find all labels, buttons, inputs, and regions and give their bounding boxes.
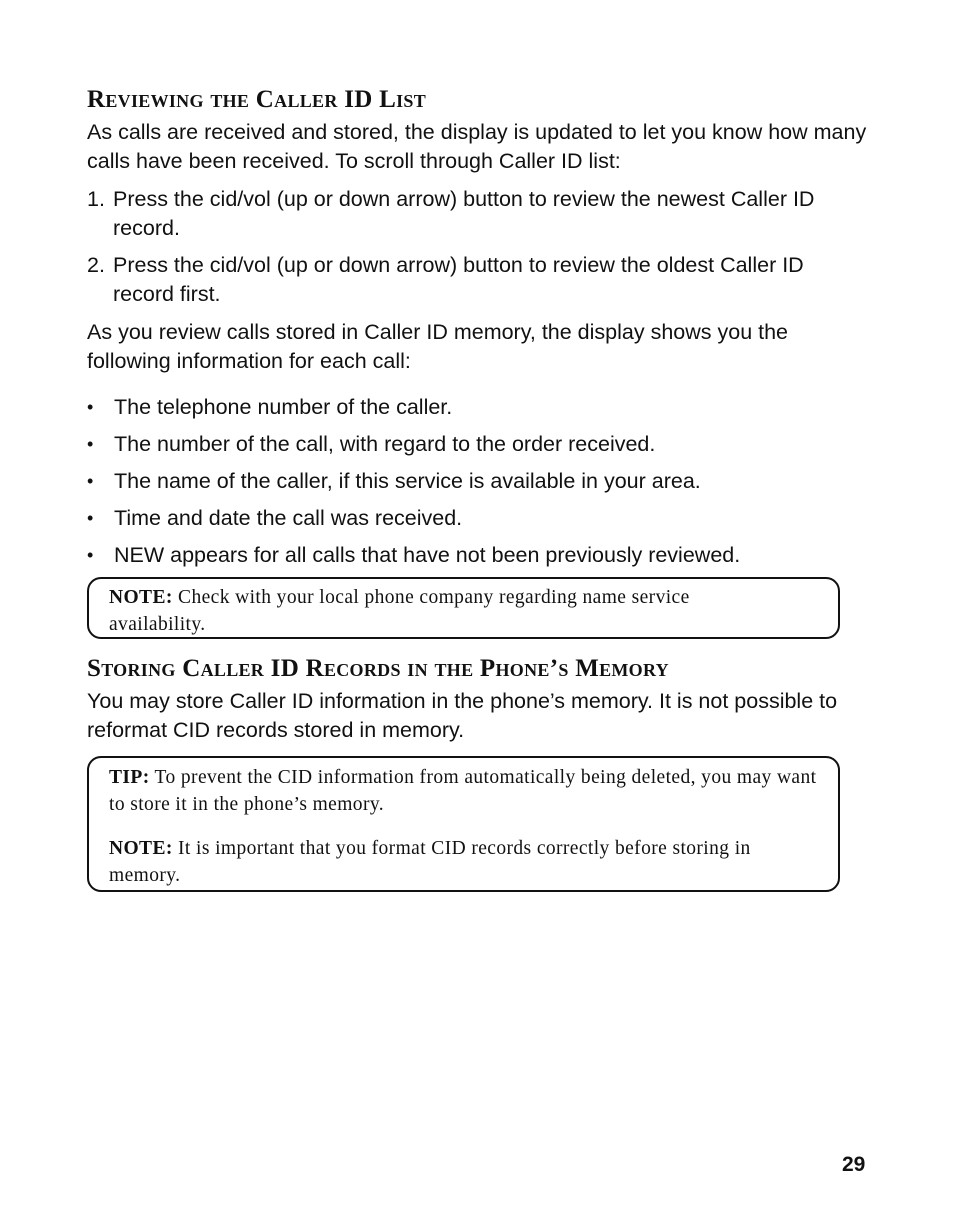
note-body: Check with your local phone company regarding name service availability.: [109, 587, 690, 635]
step-text: Press the cid/vol (up or down arrow) button to review the oldest Caller ID record first.: [113, 253, 804, 306]
list-item: [87, 504, 867, 533]
page-number: 29: [842, 1153, 866, 1176]
bullet-icon: •: [87, 434, 94, 454]
list-item: [87, 467, 867, 496]
section-heading-reviewing: Reviewing the Caller ID List: [87, 86, 427, 113]
storing-intro: You may store Caller ID information in the phone’s memory. It is not possible to reformat CID records stored in memory.: [87, 689, 838, 742]
note-label: NOTE:: [109, 587, 173, 608]
bullet-text: The telephone number of the caller.: [114, 395, 453, 419]
bullet-icon: •: [87, 508, 94, 528]
bullet-text: The name of the caller, if this service is available in your area.: [114, 469, 701, 493]
section-reviewing: [87, 86, 867, 570]
note-label: NOTE:: [109, 838, 173, 859]
steps-list: [87, 185, 867, 309]
info-bullets: [87, 393, 867, 570]
bullet-icon: •: [87, 471, 94, 491]
list-item: [87, 393, 867, 422]
bullet-text: The number of the call, with regard to the order received.: [114, 432, 656, 456]
section-storing: [87, 655, 867, 745]
list-item: [87, 541, 867, 570]
note-body: It is important that you format CID records correctly before storing in memory.: [109, 838, 751, 886]
step-number: 2.: [87, 253, 105, 277]
step-item: [87, 251, 867, 309]
note-text: [109, 584, 769, 638]
note-box-name-service: [87, 577, 840, 639]
step-text: Press the cid/vol (up or down arrow) button to review the newest Caller ID record.: [113, 187, 815, 240]
section-heading-storing: Storing Caller ID Records in the Phone’s Memory: [87, 655, 669, 682]
bullet-text: NEW appears for all calls that have not been previously reviewed.: [114, 543, 741, 567]
info-intro: As you review calls stored in Caller ID memory, the display shows you the following information for each call:: [87, 320, 789, 373]
bullet-icon: •: [87, 545, 94, 565]
note-text: [109, 835, 809, 889]
tip-label: TIP:: [109, 767, 150, 788]
reviewing-intro: As calls are received and stored, the display is updated to let you know how many calls have been received. To scroll through Caller ID list:: [87, 120, 867, 173]
tip-note-box: [87, 756, 840, 892]
list-item: [87, 430, 867, 459]
bullet-icon: •: [87, 397, 94, 417]
tip-text: [109, 764, 834, 818]
step-item: [87, 185, 867, 243]
bullet-text: Time and date the call was received.: [114, 506, 463, 530]
step-number: 1.: [87, 187, 105, 211]
tip-body: To prevent the CID information from automatically being deleted, you may want to store it in the phone’s memory.: [109, 767, 817, 815]
